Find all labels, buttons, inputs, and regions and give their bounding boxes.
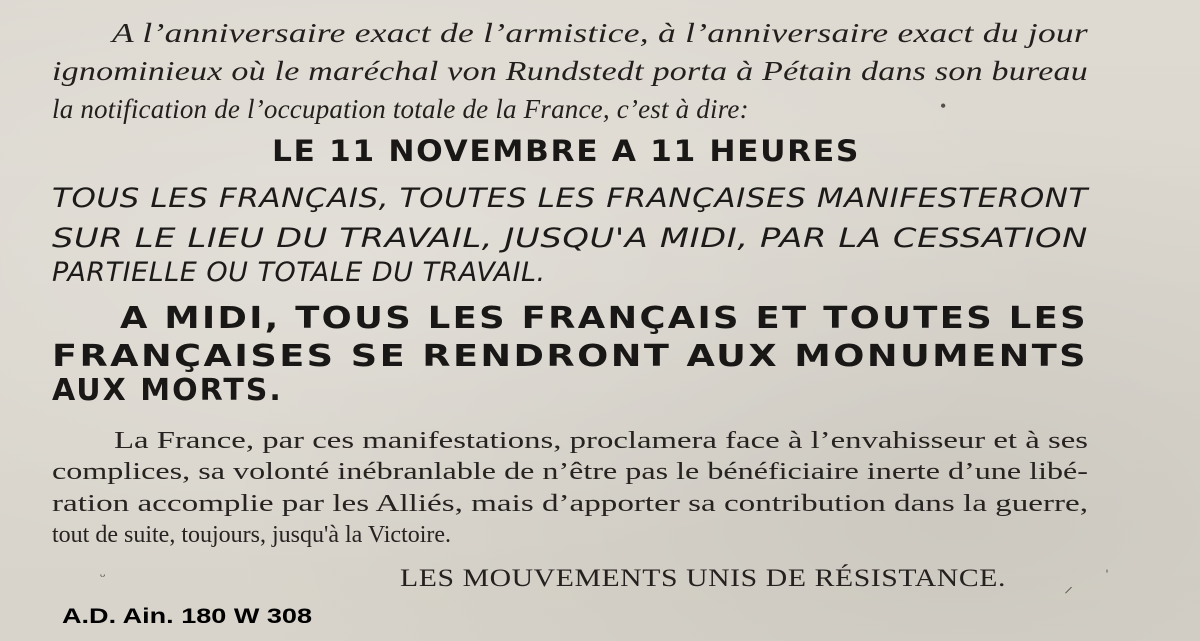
ink-speck: ⸝ (1064, 576, 1073, 596)
ink-speck: ˈ (1104, 566, 1110, 586)
closing-line-4: tout de suite, toujours, jusqu'à la Victoire. (52, 522, 452, 548)
midi-line-1: A MIDI, TOUS LES FRANÇAIS ET TOUTES LES (120, 301, 1088, 336)
midi-line-2: FRANÇAISES SE RENDRONT AUX MONUMENTS (52, 339, 1088, 374)
closing-line-1: La France, par ces manifestations, proclamera face à l’envahisseur et à ses (114, 428, 1088, 454)
intro-line-1: A l’anniversaire exact de l’armistice, à l’anniversaire exact du jour (112, 18, 1088, 48)
signature: LES MOUVEMENTS UNIS DE RÉSISTANCE. (400, 565, 1006, 592)
ink-speck: • (940, 96, 947, 116)
call-line-2: SUR LE LIEU DU TRAVAIL, JUSQU'A MIDI, PAR LA CESSATION (52, 223, 1088, 254)
headline-date: LE 11 NOVEMBRE A 11 HEURES (272, 134, 860, 168)
midi-line-3: AUX MORTS. (52, 373, 283, 408)
ink-speck: ᵕ (100, 566, 106, 586)
intro-line-2: ignominieux où le maréchal von Rundstedt porta à Pétain dans son bureau (52, 56, 1088, 86)
intro-line-3: la notification de l’occupation totale de la France, c’est à dire: (52, 94, 749, 124)
archive-reference: A.D. Ain. 180 W 308 (62, 605, 312, 628)
call-line-1: TOUS LES FRANÇAIS, TOUTES LES FRANÇAISES MANIFESTERONT (52, 183, 1088, 214)
call-line-3: PARTIELLE OU TOTALE DU TRAVAIL. (52, 257, 546, 288)
closing-line-3: ration accomplie par les Alliés, mais d’apporter sa contribution dans la guerre, (52, 491, 1088, 517)
closing-line-2: complices, sa volonté inébranlable de n’être pas le bénéficiaire inerte d’une libé- (52, 459, 1088, 485)
